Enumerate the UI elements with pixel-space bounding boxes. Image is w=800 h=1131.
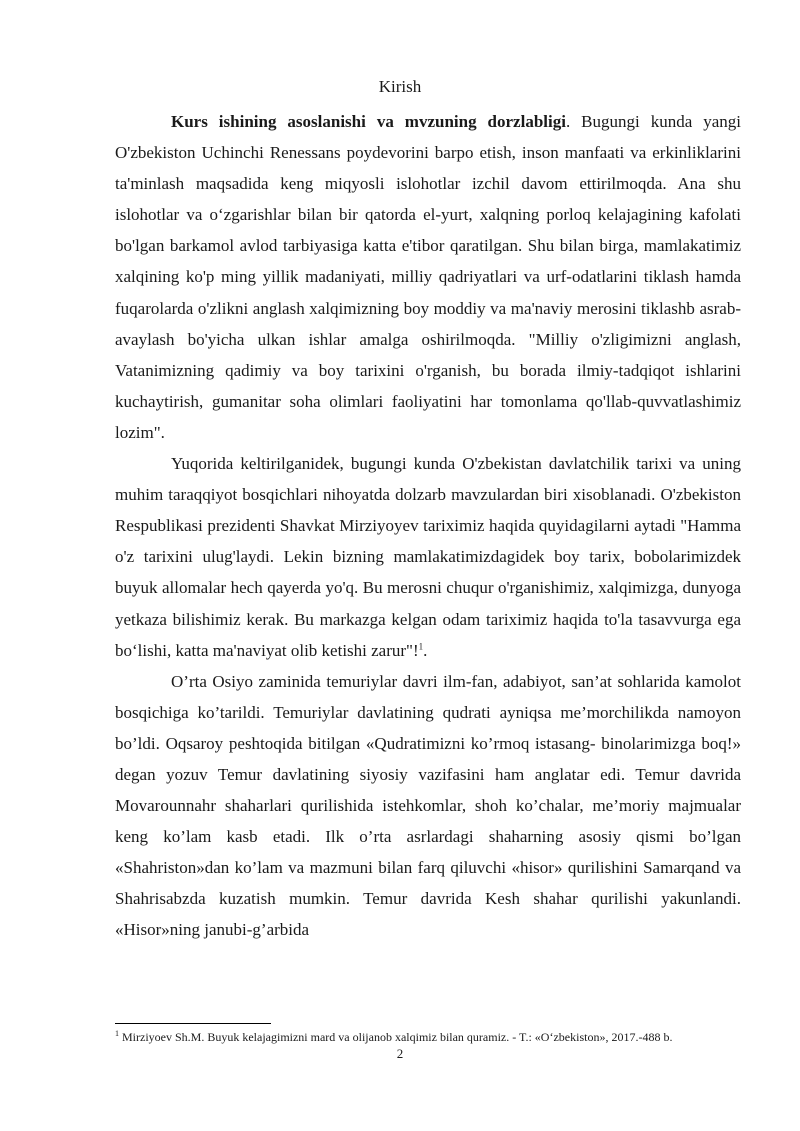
paragraph-text: O’rta Osiyo zaminida temuriylar davri ilm-fan, adabiyot, san’at sohlarida kamolot bosqichiga ko’tarildi. Temuriylar davlatining qudrati ayniqsa me’morchilikda namoyon bo’ldi. Oqsaroy peshtoqida bitilgan «Qudratimizni ko’rmoq istasang- binolarimizga boq!» degan yozuv Temur davlatining siyosiy vazifasini ham anglatar edi. Temur davrida Movarounnahr shaharlari qurilishida istehkomlar, shoh ko’chalar, me’moriy majmualar keng ko’lam kasb etadi. Ilk o’rta asrlardagi shaharning asosiy qismi bo’lgan «Shahriston»dan ko’lam va mazmuni bilan farq qiluvchi «hisor» qurilishini Samarqand va Shahrisabzda kuzatish mumkin. Temur davrida Kesh shahar qurilishi yakunlandi. «Hisor»ning janubi-g’arbida [115,671,741,940]
footnote-text: Mirziyoev Sh.M. Buyuk kelajagimizni mard va olijanob xalqimiz bilan quramiz. - T.: «O‘zbekiston», 2017.-488 b. [122,1030,673,1044]
footnote-reference[interactable]: 1 [418,640,424,651]
paragraph-1 [115,106,741,448]
footnote-number: 1 [115,1029,119,1038]
paragraph-2 [115,448,741,666]
page-title: Kirish [378,77,422,96]
page-number: 2 [396,1046,404,1061]
paragraph-lead-bold: Kurs ishining asoslanishi va mvzuning dorzlabligi [171,112,566,131]
footnote [115,1030,755,1045]
paragraph-text: . Bugungi kunda yangi O'zbekiston Uchinchi Renessans poydevorini barpo etish, inson manfaati va erkinliklarini ta'minlash maqsadida keng miqyosli islohotlar izchil davom ettirilmoqda. Ana shu islohotlar va oʻzgarishlar bilan bir qatorda el-yurt, xalqning porloq kelajagining kafolati bo'lgan barkamol avlod tarbiyasiga katta e'tibor qaratilgan. Shu bilan birga, mamlakatimiz xalqining ko'p ming yillik madaniyati, milliy qadriyatlari va urf-odatlarini tiklash hamda fuqarolarda o'zlikni anglash xalqimizning boy moddiy va ma'naviy merosini tiklashb asrab-avaylash bo'yicha ulkan ishlar amalga oshirilmoqda. "Milliy o'zligimizni anglash, Vatanimizning qadimiy va boy tarixini o'rganish, bu borada ilmiy-tadqiqot ishlarini kuchaytirish, gumanitar soha olimlari faoliyatini har tomonlama qo'llab-quvvatlashimiz lozim". [115,112,741,442]
paragraph-3 [115,666,741,946]
body-text [115,106,741,946]
paragraph-text-end: . [423,640,428,660]
paragraph-text: Yuqorida keltirilganidek, bugungi kunda O'zbekistan davlatchilik tarixi va uning muhim taraqqiyot bosqichlari nihoyatda dolzarb mavzulardan biri xisoblanadi. O'zbekiston Respublikasi prezidenti Shavkat Mirziyoyev tariximiz haqida quyidagilarni aytadi "Hamma o'z tarixini ulug'laydi. Lekin bizning mamlakatimizdagidek boy tarix, bobolarimizdek buyuk allomalar hech qayerda yo'q. Bu merosni chuqur o'rganishimiz, xalqimizga, dunyoga yetkaza bilishimiz kerak. Bu markazga kelgan odam tariximiz haqida to'la tasavvurga ega boʻlishi, katta ma'naviyat olib ketishi zarur"! [115,454,741,660]
footnote-separator [115,1023,271,1024]
